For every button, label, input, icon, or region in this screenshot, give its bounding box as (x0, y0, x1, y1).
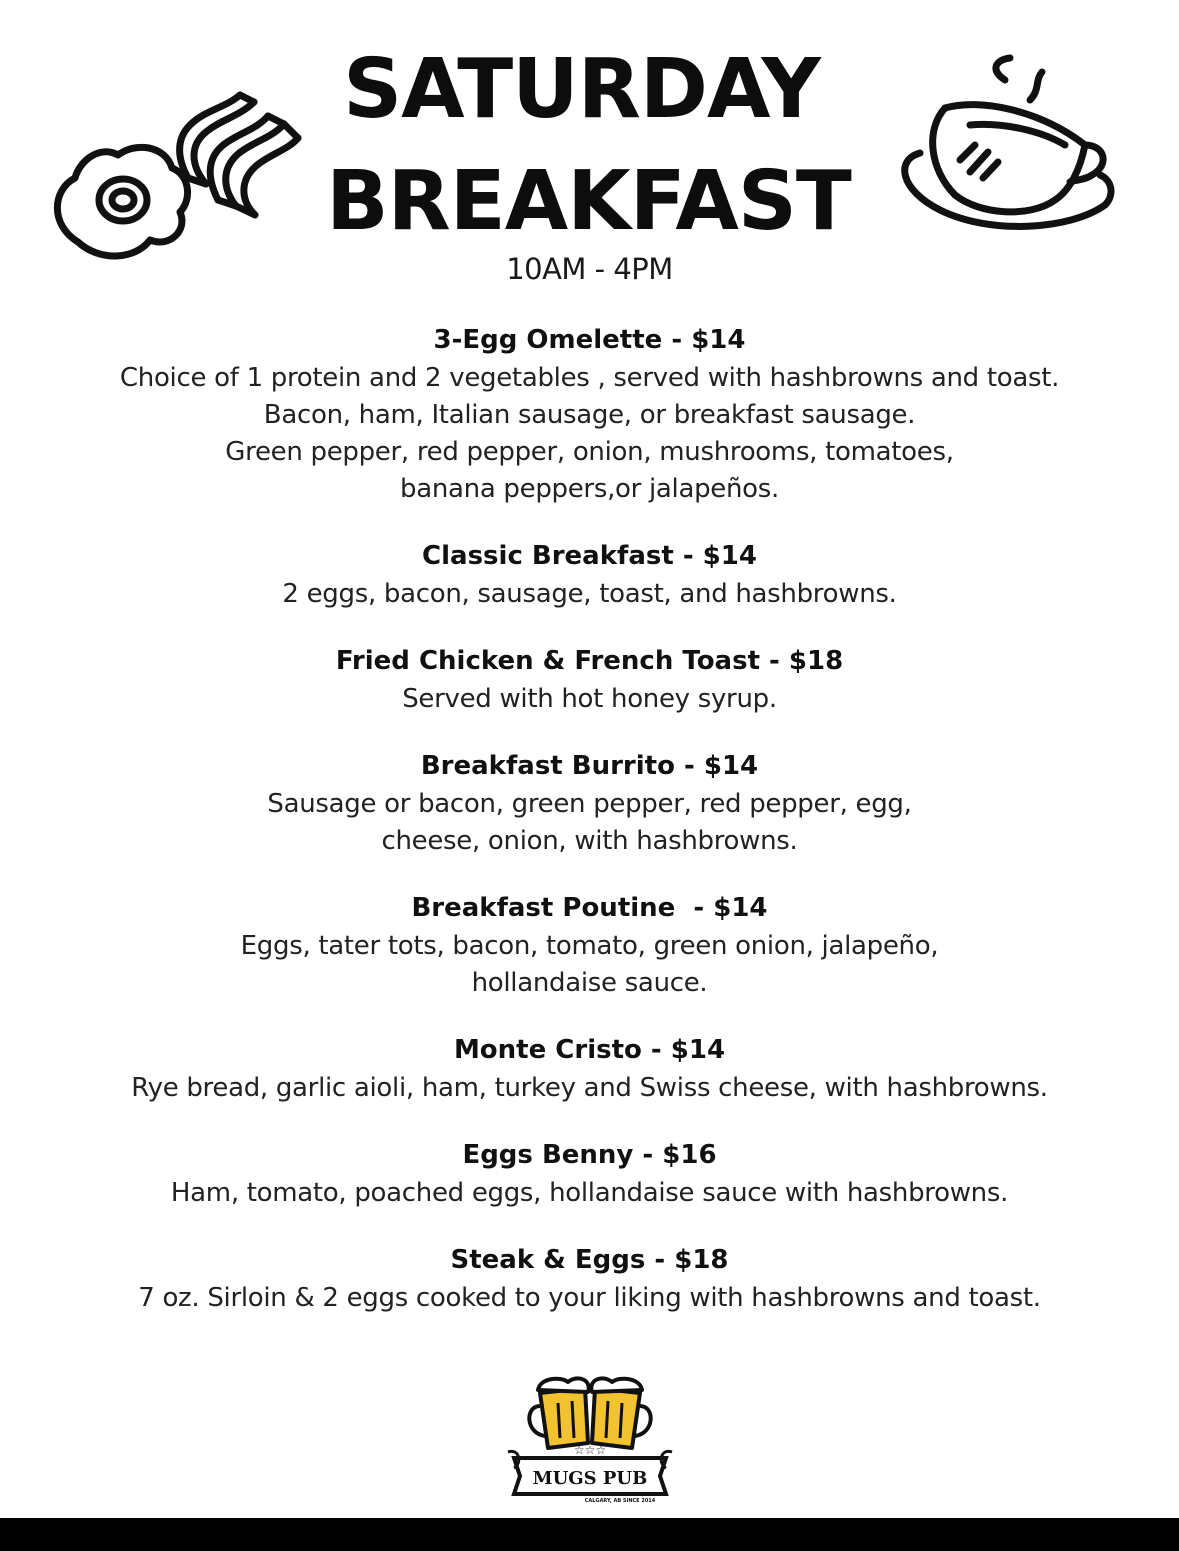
menu-item (0, 1030, 1179, 1107)
item-description (0, 1175, 1179, 1212)
menu-item (0, 1135, 1179, 1212)
description-line: Rye bread, garlic aioli, ham, turkey and Swiss cheese, with hashbrowns. (131, 1073, 1048, 1103)
item-description (0, 1280, 1179, 1317)
item-heading: Monte Cristo - $14 (453, 1035, 726, 1065)
item-description (0, 360, 1179, 508)
description-line: hollandaise sauce. (471, 968, 708, 998)
item-description (0, 928, 1179, 1002)
item-heading: Breakfast Burrito - $14 (420, 751, 759, 781)
description-line: Green pepper, red pepper, onion, mushrooms, tomatoes, (225, 437, 954, 467)
title-line-2: BREAKFAST (326, 154, 851, 249)
description-line: Eggs, tater tots, bacon, tomato, green onion, jalapeño, (240, 931, 939, 961)
description-line: cheese, onion, with hashbrowns. (381, 826, 798, 856)
item-description (0, 576, 1179, 613)
opening-hours: 10AM - 4PM (506, 252, 673, 286)
item-heading: Fried Chicken & French Toast - $18 (335, 646, 844, 676)
menu-item (0, 888, 1179, 1002)
description-line: Sausage or bacon, green pepper, red pepper, egg, (267, 789, 912, 819)
menu-item (0, 1240, 1179, 1317)
item-heading: 3-Egg Omelette - $14 (433, 325, 746, 355)
item-heading: Eggs Benny - $16 (462, 1140, 717, 1170)
menu-item (0, 746, 1179, 860)
item-heading: Classic Breakfast - $14 (422, 541, 757, 571)
menu-item (0, 536, 1179, 613)
description-line: 7 oz. Sirloin & 2 eggs cooked to your liking with hashbrowns and toast. (138, 1283, 1041, 1313)
item-description (0, 1070, 1179, 1107)
menu-item (0, 320, 1179, 508)
description-line: Ham, tomato, poached eggs, hollandaise sauce with hashbrowns. (170, 1178, 1009, 1208)
menu-items (0, 320, 1179, 1345)
coffee-cup-icon (880, 50, 1120, 250)
description-line: banana peppers,or jalapeños. (400, 474, 779, 504)
item-description (0, 681, 1179, 718)
menu-item (0, 641, 1179, 718)
description-line: 2 eggs, bacon, sausage, toast, and hashbrowns. (282, 579, 897, 609)
item-description (0, 786, 1179, 860)
description-line: Choice of 1 protein and 2 vegetables , served with hashbrowns and toast. (119, 363, 1060, 393)
description-line: Bacon, ham, Italian sausage, or breakfast sausage. (263, 400, 916, 430)
item-heading: Steak & Eggs - $18 (450, 1245, 729, 1275)
item-heading: Breakfast Poutine - $14 (411, 893, 768, 923)
bottom-bar (0, 1518, 1179, 1551)
description-line: Served with hot honey syrup. (402, 684, 777, 714)
beer-mugs-icon (529, 1378, 650, 1448)
title-line-1: SATURDAY (343, 42, 820, 137)
logo-name: MUGS PUB (532, 1468, 648, 1489)
logo-subtitle: CALGARY, AB SINCE 2014 (584, 1498, 656, 1504)
mugs-pub-logo (500, 1368, 680, 1508)
logo-stars: ☆☆☆ (573, 1443, 607, 1457)
